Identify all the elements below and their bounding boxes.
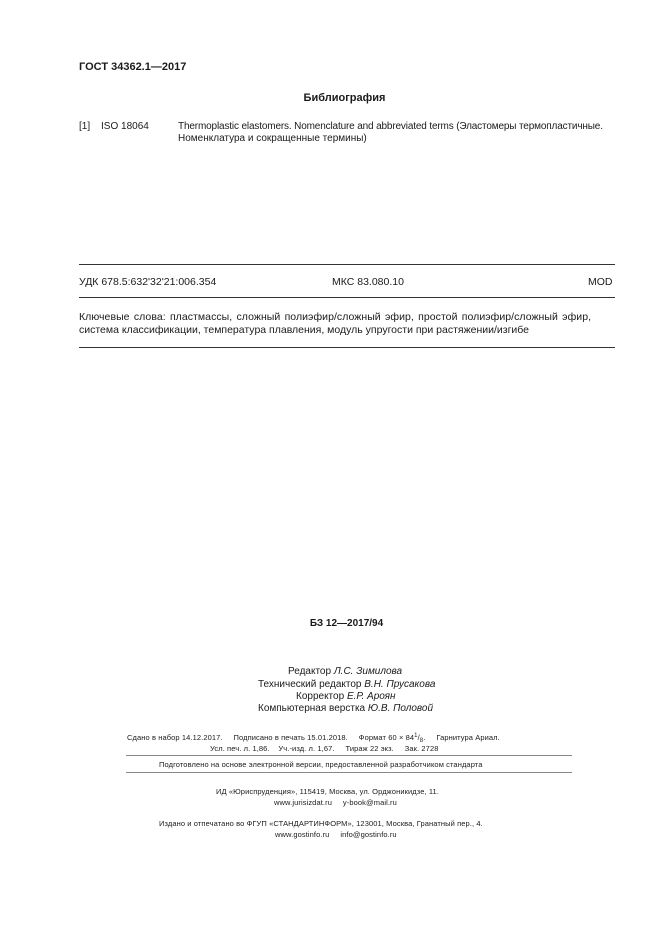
editor-name: Л.С. Зимилова xyxy=(333,666,403,677)
corrector-name: Е.Р. Ароян xyxy=(346,691,396,702)
mks-code: МКС 83.080.10 xyxy=(332,276,404,288)
editor-line xyxy=(288,666,402,677)
printer-contacts xyxy=(275,830,397,839)
tech-editor-name: В.Н. Прусакова xyxy=(364,679,436,690)
keywords-line1: Ключевые слова: пластмассы, сложный полиэфир/сложный эфир, простой полиэфир/сложный эфир, xyxy=(79,311,592,323)
imprint-line1 xyxy=(127,733,500,742)
bz-number: БЗ 12—2017/94 xyxy=(309,618,384,629)
middle-rule xyxy=(79,297,615,298)
typeface: Гарнитура Ариал. xyxy=(436,733,500,742)
keywords-line2: система классификации, температура плавления, модуль упругости при растяжении/изгибе xyxy=(79,324,530,336)
prepared-note: Подготовлено на основе электронной версии, предоставленной разработчиком стандарта xyxy=(159,760,483,769)
tech-editor-role: Технический редактор xyxy=(258,679,362,690)
submitted-date: Сдано в набор 14.12.2017. xyxy=(127,733,223,742)
publisher-email: y-book@mail.ru xyxy=(342,798,397,807)
imprint-separator-1 xyxy=(126,755,572,756)
mod-label: MOD xyxy=(588,276,613,288)
bibliography-entry-text-line2: Номенклатура и сокращенные термины) xyxy=(178,133,367,144)
paper-format: Формат $60 \times 84^1/_8$. xyxy=(358,733,426,744)
top-rule xyxy=(79,264,615,265)
order-number: Зак. 2728 xyxy=(404,744,439,753)
corrector-line xyxy=(296,691,395,702)
corrector-role: Корректор xyxy=(296,691,345,702)
udk-code: УДК 678.5:632'32'21:006.354 xyxy=(79,276,217,288)
tech-editor-line xyxy=(258,679,435,690)
layout-name: Ю.В. Половой xyxy=(367,703,434,714)
print-sheets: Усл. печ. л. 1,86. xyxy=(210,744,270,753)
bibliography-title: Библиография xyxy=(303,92,386,104)
pub-sheets: Уч.-изд. л. 1,67. xyxy=(278,744,335,753)
bibliography-entry-code: ISO 18064 xyxy=(101,121,149,132)
bibliography-entry-number: [1] xyxy=(79,121,91,132)
publisher-contacts xyxy=(274,798,397,807)
publisher-line: ИД «Юриспруденция», 115419, Москва, ул. Орджоникидзе, 11. xyxy=(216,787,440,796)
layout-line xyxy=(258,703,433,714)
bottom-rule xyxy=(79,347,615,348)
print-run: Тираж 22 экз. xyxy=(345,744,394,753)
layout-role: Компьютерная верстка xyxy=(258,703,366,714)
editor-role: Редактор xyxy=(288,666,332,677)
printer-site: www.gostinfo.ru xyxy=(275,830,330,839)
imprint-separator-2 xyxy=(126,772,572,773)
signed-date: Подписано в печать 15.01.2018. xyxy=(233,733,348,742)
printer-email: info@gostinfo.ru xyxy=(340,830,397,839)
standard-id: ГОСТ 34362.1—2017 xyxy=(79,61,187,73)
bibliography-entry-text-line1: Thermoplastic elastomers. Nomenclature and abbreviated terms (Эластомеры термопластичные. xyxy=(178,121,603,132)
publisher-site: www.jurisizdat.ru xyxy=(274,798,332,807)
imprint-line2 xyxy=(210,744,439,753)
printer-line: Издано и отпечатано во ФГУП «СТАНДАРТИНФОРМ», 123001, Москва, Гранатный пер., 4. xyxy=(159,819,483,828)
